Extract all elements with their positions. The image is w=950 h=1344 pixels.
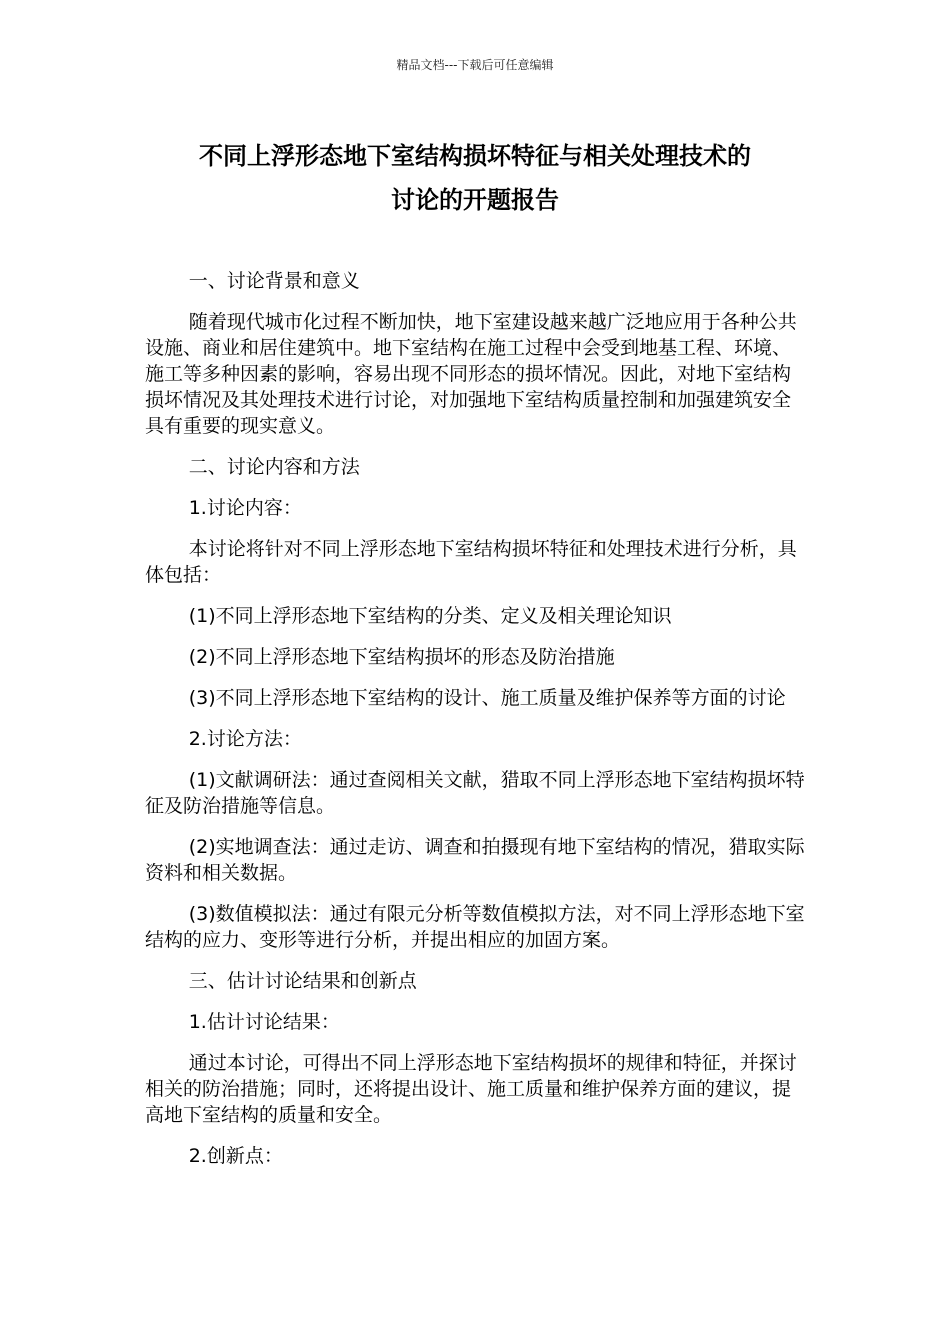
method-item-2: (2)实地调查法：通过走访、调查和拍摄现有地下室结构的情况，猎取实际资料和相关数据。 (145, 836, 805, 884)
method-item-1: (1)文献调研法：通过查阅相关文献，猎取不同上浮形态地下室结构损坏特征及防治措施等信息。 (145, 769, 805, 817)
content-item-2: (2)不同上浮形态地下室结构损坏的形态及防治措施 (188, 646, 615, 668)
document-title (138, 134, 812, 222)
subheading-innovation: 2.创新点： (188, 1145, 283, 1167)
section-heading-background: 一、讨论背景和意义 (188, 270, 360, 292)
content-item-3: (3)不同上浮形态地下室结构的设计、施工质量及维护保养等方面的讨论 (188, 687, 786, 709)
content-item-1: (1)不同上浮形态地下室结构的分类、定义及相关理论知识 (188, 605, 672, 627)
header-note: 精品文档---下载后可任意编辑 (396, 58, 554, 72)
document-title-line-1: 不同上浮形态地下室结构损坏特征与相关处理技术的 (199, 142, 751, 170)
method-item-3: (3)数值模拟法：通过有限元分析等数值模拟方法，对不同上浮形态地下室结构的应力、变形等进行分析，并提出相应的加固方案。 (145, 903, 805, 951)
paragraph-content-intro: 本讨论将针对不同上浮形态地下室结构损坏特征和处理技术进行分析，具体包括： (145, 538, 797, 586)
document-body (145, 268, 805, 1184)
section-heading-content-method: 二、讨论内容和方法 (188, 456, 360, 478)
subheading-method: 2.讨论方法： (188, 728, 302, 750)
subheading-content: 1.讨论内容： (188, 497, 302, 519)
paragraph-background: 随着现代城市化过程不断加快，地下室建设越来越广泛地应用于各种公共设施、商业和居住建筑中。地下室结构在施工过程中会受到地基工程、环境、施工等多种因素的影响，容易出现不同形态的损坏情况。因此，对地下室结构损坏情况及其处理技术进行讨论，对加强地下室结构质量控制和加强建筑安全具有重要的现实意义。 (145, 311, 797, 437)
document-title-line-2: 讨论的开题报告 (391, 186, 559, 214)
paragraph-expected-results: 通过本讨论，可得出不同上浮形态地下室结构损坏的规律和特征，并探讨相关的防治措施；同时，还将提出设计、施工质量和维护保养方面的建议，提高地下室结构的质量和安全。 (145, 1052, 797, 1126)
subheading-expected-results: 1.估计讨论结果： (188, 1011, 340, 1033)
section-heading-results: 三、估计讨论结果和创新点 (188, 970, 417, 992)
